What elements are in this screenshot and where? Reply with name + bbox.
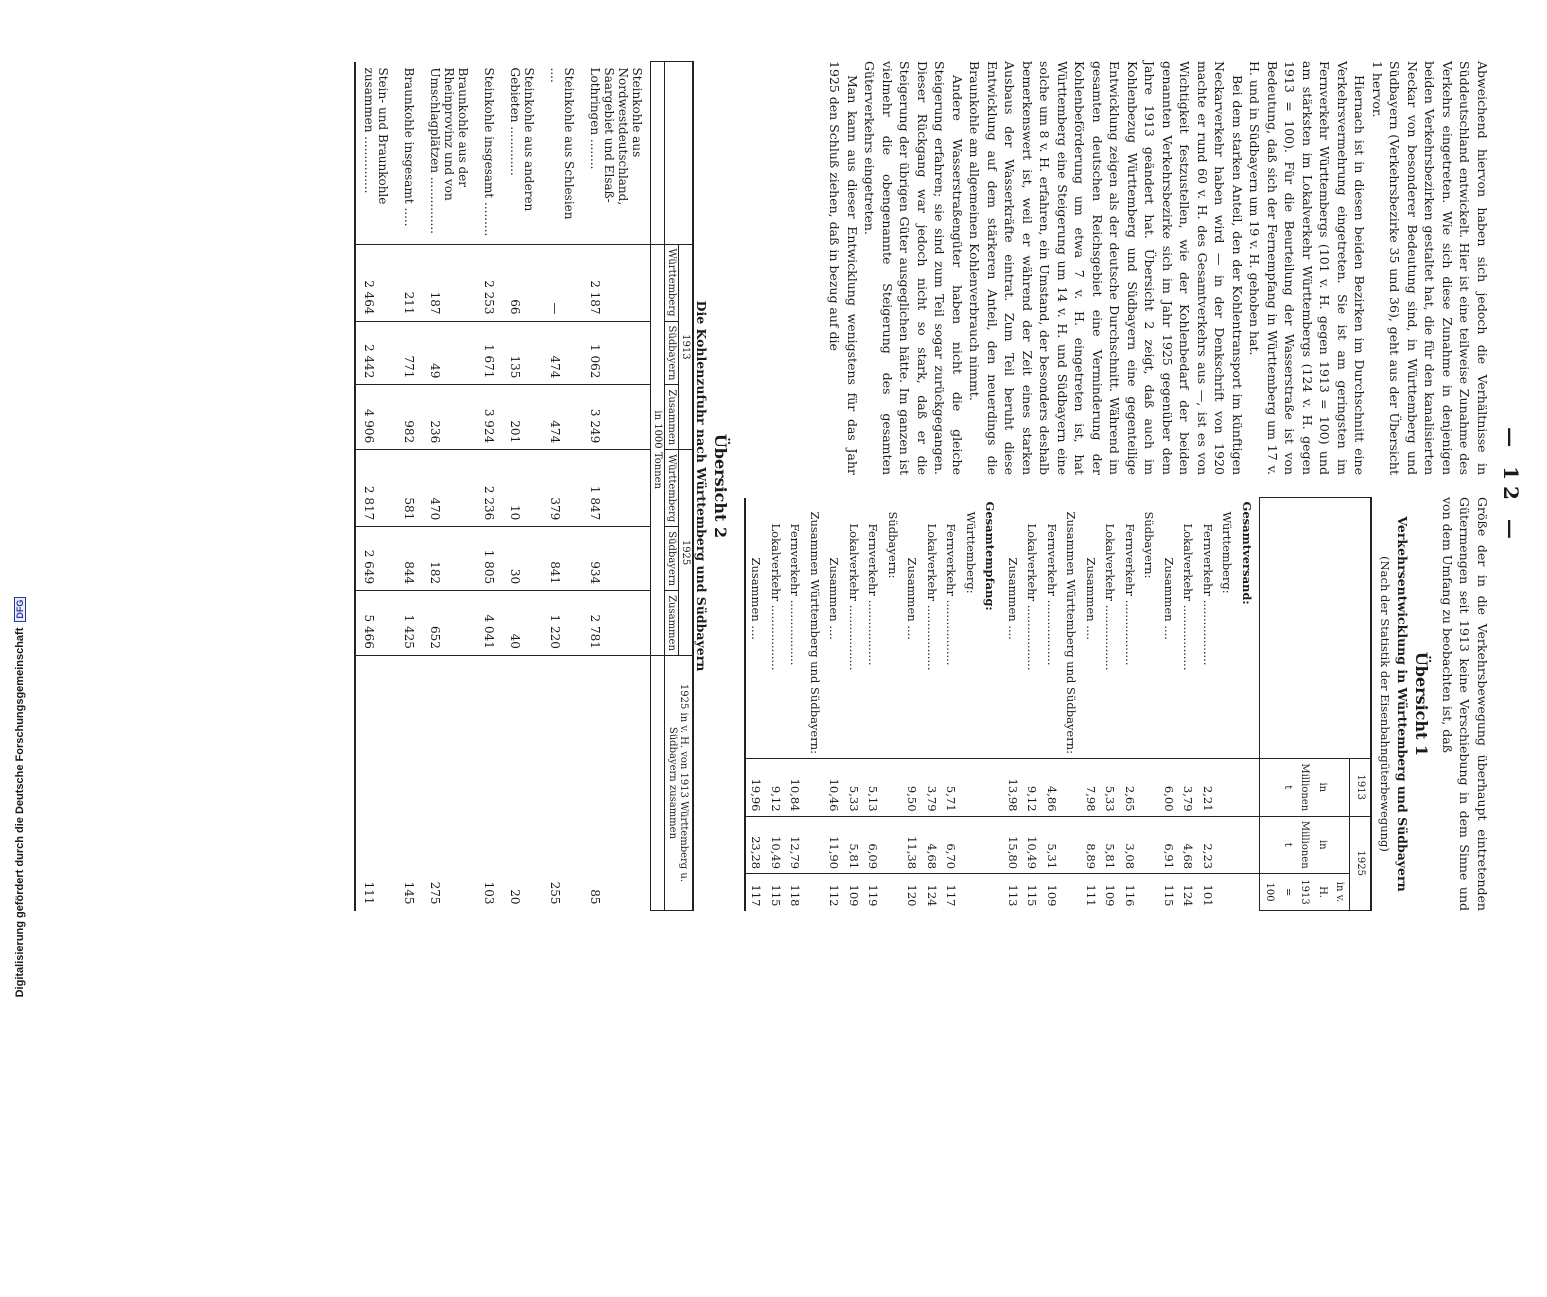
cell-s1925: 934 — [582, 527, 651, 591]
cell-1925: 3,08 — [1120, 816, 1140, 874]
cell-w1913: 2 253 — [476, 244, 502, 321]
cell-s1925: 2 649 — [355, 527, 396, 591]
cell-1925 — [1237, 816, 1260, 874]
right-column — [744, 497, 1491, 911]
cell-1913 — [1237, 759, 1260, 817]
cell-1925: 12,79 — [785, 816, 805, 874]
cell-z1925: 1 425 — [396, 591, 422, 656]
cell-1925: 8,89 — [1081, 816, 1101, 874]
cell-pct — [883, 874, 903, 911]
cell-pct: 145 — [396, 655, 422, 910]
table-row — [1217, 498, 1237, 911]
table-row — [1003, 498, 1023, 911]
table2-header-col: Zusammen — [665, 385, 679, 450]
table-row — [1139, 498, 1159, 911]
cell-1925: 2,23 — [1198, 816, 1218, 874]
cell-z1925: 1 220 — [542, 591, 582, 656]
table-row — [766, 498, 786, 911]
row-label: Stein- und Braunkohle zusammen ............... — [362, 67, 390, 205]
table-row — [1198, 498, 1218, 911]
cell-1913: 10,84 — [785, 759, 805, 817]
cell-1913: 5,33 — [1100, 759, 1120, 817]
row-label: Zusammen Württemberg und Südbayern: — [808, 511, 822, 754]
cell-1925: 5,81 — [1100, 816, 1120, 874]
cell-w1925: 470 — [422, 450, 476, 527]
cell-pct: 20 — [502, 655, 542, 910]
paragraph: Andere Wasserstraßengüter haben nicht die gleiche Steigerung erfahren; sie sind zum Teil sogar zurückgegangen. Dieser Rückgang war jedoch nicht so stark, daß er die Steigerung der übrigen Güter ausgeglichen hätte. Im ganzen ist vielmehr die obengenannte Steigerung des gesamten Güterverkehrs eingetreten. — [862, 61, 965, 475]
table-row — [980, 498, 1003, 911]
table-row — [961, 498, 981, 911]
row-label: Zusammen Württemberg und Südbayern: — [1064, 511, 1079, 754]
cell-pct: 112 — [824, 874, 844, 911]
cell-1925 — [1139, 816, 1159, 874]
cell-z1913: 982 — [396, 385, 422, 450]
table1-header-unit: in Millionen t — [1260, 759, 1351, 817]
cell-pct: 109 — [1100, 874, 1120, 911]
cell-pct: 115 — [1022, 874, 1042, 911]
paragraph: Größe der in die Verkehrsbewegung überhaupt eintretenden Gütermengen seit 1913 keine Verschiebung in dem Sinne und von dem Umfang zu beobachten ist, daß — [1440, 497, 1490, 911]
dfg-logo: DFG — [14, 597, 26, 622]
table2-header-col: Württemberg — [665, 450, 679, 527]
row-label: Fernverkehr .................. — [1045, 523, 1059, 666]
cell-w1925: 10 — [502, 450, 542, 527]
table-row — [785, 498, 805, 911]
cell-z1913: 4 906 — [355, 385, 396, 450]
table-row — [844, 498, 864, 911]
cell-s1925: 844 — [396, 527, 422, 591]
cell-s1913: 1 062 — [582, 321, 651, 385]
cell-1925: 10,49 — [766, 816, 786, 874]
cell-w1913: 187 — [422, 244, 476, 321]
cell-w1925: 1 847 — [582, 450, 651, 527]
cell-pct: 109 — [844, 874, 864, 911]
cell-s1925: 841 — [542, 527, 582, 591]
table-row — [1022, 498, 1042, 911]
cell-s1913: 1 671 — [476, 321, 502, 385]
cell-s1913: 2 442 — [355, 321, 396, 385]
row-label: Zusammen .... — [827, 557, 842, 640]
row-label: Fernverkehr .................. — [866, 523, 881, 666]
table2-header-empty — [665, 62, 694, 245]
cell-w1925: 2 236 — [476, 450, 502, 527]
cell-1913: 4,86 — [1042, 759, 1062, 817]
table-row — [941, 498, 961, 911]
row-label: Zusammen .... — [1006, 557, 1020, 640]
cell-1925: 4,68 — [1178, 816, 1198, 874]
table-row — [1061, 498, 1081, 911]
cell-w1913: — — [542, 244, 582, 321]
table-row — [883, 498, 903, 911]
cell-pct: 103 — [476, 655, 502, 910]
table-row — [1081, 498, 1101, 911]
paragraph: Hiernach ist in diesen beiden Bezirken im Durchschnitt eine Verkehrsvermehrung eingetreten. Sie ist am geringsten im Fernverkehr Württembergs (101 v. H. gegen 1913 = 100) und am stärksten im Lokalverkehr Württembergs (124 v. H. gegen 1913 = 100). Für die Beurteilung der Wasserstraße ist von Bedeutung, daß sich der Fernempfang in Württemberg um 17 v. H. und in Südbayern um 19 v. H. gehoben hat. — [1247, 61, 1368, 475]
row-label: Lokalverkehr .................. — [1181, 523, 1196, 671]
table-row — [922, 498, 942, 911]
table1-header-unit: in Millionen t — [1260, 816, 1351, 874]
cell-pct — [805, 874, 825, 911]
row-label: Zusammen .... — [1162, 557, 1176, 640]
cell-z1925: 652 — [422, 591, 476, 656]
cell-pct: 120 — [902, 874, 922, 911]
table2-section — [354, 61, 730, 911]
cell-1913 — [1061, 759, 1081, 817]
cell-w1925: 581 — [396, 450, 422, 527]
row-label: Gesamtempfang: — [983, 501, 998, 611]
table-row — [582, 62, 651, 911]
cell-1913: 2,21 — [1198, 759, 1218, 817]
table-row — [1159, 498, 1179, 911]
left-column — [744, 61, 1491, 475]
table2-heading: Übersicht 2 — [711, 433, 730, 539]
credit-text: Digitalisierung gefördert durch die Deutsche Forschungsgemeinschaft — [14, 627, 26, 998]
cell-pct: 117 — [745, 874, 766, 911]
cell-1925: 5,81 — [844, 816, 864, 874]
cell-pct: 118 — [785, 874, 805, 911]
row-label: Lokalverkehr .................. — [1025, 523, 1040, 671]
table-row — [902, 498, 922, 911]
cell-w1913: 66 — [502, 244, 542, 321]
table1-header-unit: in v. H. 1913 = 100 — [1260, 874, 1351, 911]
cell-pct: 109 — [1042, 874, 1062, 911]
row-label: Lokalverkehr .................. — [769, 523, 783, 671]
cell-s1925: 1 805 — [476, 527, 502, 591]
cell-pct — [1061, 874, 1081, 911]
cell-s1913: 135 — [502, 321, 542, 385]
cell-1925: 11,38 — [902, 816, 922, 874]
cell-1925 — [961, 816, 981, 874]
cell-pct: 111 — [355, 655, 396, 910]
cell-z1913: 474 — [542, 385, 582, 450]
table-row — [824, 498, 844, 911]
table1-subtitle: (Nach der Statistik der Eisenbahngüterbewegung) — [1378, 556, 1393, 852]
table1-header-1925: 1925 — [1350, 816, 1371, 910]
cell-1925: 11,90 — [824, 816, 844, 874]
cell-s1913: 474 — [542, 321, 582, 385]
cell-z1913: 236 — [422, 385, 476, 450]
row-label: Lokalverkehr .................. — [1103, 523, 1118, 671]
cell-1913 — [1139, 759, 1159, 817]
table2-header-col: Südbayern — [665, 321, 679, 385]
table-row — [1178, 498, 1198, 911]
row-label: Fernverkehr .................. — [944, 523, 959, 666]
table-row — [745, 498, 766, 911]
cell-w1913: 2 464 — [355, 244, 396, 321]
cell-1913: 9,12 — [766, 759, 786, 817]
table2-body — [355, 62, 651, 911]
row-label: Zusammen .... — [905, 557, 920, 640]
cell-1925: 6,91 — [1159, 816, 1179, 874]
table-row — [355, 62, 396, 911]
cell-1913: 6,00 — [1159, 759, 1179, 817]
cell-pct: 101 — [1198, 874, 1218, 911]
cell-1925: 6,09 — [863, 816, 883, 874]
row-label: Fernverkehr .................. — [1123, 523, 1137, 666]
cell-1925 — [1061, 816, 1081, 874]
table1-header-empty — [1260, 498, 1372, 759]
row-label: Braunkohle insgesamt ..... — [402, 67, 416, 227]
row-label: Steinkohle aus Schlesien .... — [548, 67, 576, 220]
table2-header-col: Südbayern — [665, 527, 679, 591]
table-row — [1237, 498, 1260, 911]
cell-s1913: 49 — [422, 321, 476, 385]
cell-pct: 111 — [1081, 874, 1101, 911]
cell-1913 — [1217, 759, 1237, 817]
cell-1913: 19,96 — [745, 759, 766, 817]
table2 — [354, 61, 694, 911]
cell-z1913: 3 249 — [582, 385, 651, 450]
table1-heading: Übersicht 1 — [1412, 651, 1432, 757]
cell-1913 — [980, 759, 1003, 817]
cell-pct — [980, 874, 1003, 911]
cell-pct: 117 — [941, 874, 961, 911]
cell-1913 — [883, 759, 903, 817]
row-label: Württemberg: — [1220, 511, 1235, 594]
row-label: Fernverkehr .................. — [1201, 523, 1215, 666]
paragraph: Abweichend hiervon haben sich jedoch die Verhältnisse in Süddeutschland entwickelt. Hier ist eine teilweise Zunahme des Verkehrs eingetreten. Wie sich diese Zunahme in denjenigen beiden Verkehrsbezirken gestaltet hat, die für den kanalisierten Neckar von besonderer Bedeutung sind, in Württemberg und Südbayern (Verkehrsbezirke 35 und 36), geht aus der Übersicht 1 hervor. — [1370, 61, 1490, 475]
cell-w1925: 2 817 — [355, 450, 396, 527]
table2-header-1913: 1913 — [679, 244, 694, 450]
cell-z1925: 4 041 — [476, 591, 502, 656]
table2-title: Die Kohlenzufuhr nach Württemberg und Südbayern — [694, 300, 709, 672]
cell-z1925: 5 466 — [355, 591, 396, 656]
paragraph: Bei dem starken Anteil, den der Kohlentransport im künftigen Neckarverkehr haben wird — in der Denkschrift von 1920 machte er rund 60 v. H. des Gesamtverkehrs aus —, ist es von Wichtigkeit festzustellen, wie der Kohlenbedarf der beiden genannten Verkehrsbezirke sich im Jahr 1925 gegenüber dem Jahre 1913 geändert hat. Übersicht 2 zeigt, daß auch im Kohlenbezug Württemberg und Südbayern eine gegenteilige Entwicklung zeigen als der deutsche Durchschnitt. Während im gesamten deutschen Reichsgebiet eine Verminderung der Kohlenbeförderung um etwa 7 v. H. eingetreten ist, hat Württemberg eine Steigerung um 14 v. H. und Südbayern eine solche um 8 v. H. erfahren, ein Umstand, der besonders deshalb bemerkenswert ist, weil er während der Zeit eines starken Ausbaus der Wasserkräfte eintrat. Zum Teil beruht diese Entwicklung auf dem stärkeren Anteil, den neuerdings die Braunkohle am allgemeinen Kohlenverbrauch nimmt. — [967, 61, 1245, 475]
cell-1925: 23,28 — [745, 816, 766, 874]
cell-1913 — [805, 759, 825, 817]
table2-header-1925: 1925 — [679, 450, 694, 656]
cell-pct — [1139, 874, 1159, 911]
cell-w1913: 2 187 — [582, 244, 651, 321]
cell-z1925: 40 — [502, 591, 542, 656]
row-label: Braunkohle aus der Rheinprovinz und von Umschlagplätzen ............... — [428, 67, 470, 234]
table2-header-pct: 1925 in v. H. von 1913 Württemberg u. Südbayern zusammen — [665, 655, 694, 910]
cell-1913: 10,46 — [824, 759, 844, 817]
cell-pct: 275 — [422, 655, 476, 910]
table-row — [502, 62, 542, 911]
cell-1913: 5,33 — [844, 759, 864, 817]
cell-1913: 3,79 — [922, 759, 942, 817]
cell-z1925: 2 781 — [582, 591, 651, 656]
table-row — [805, 498, 825, 911]
cell-pct: 113 — [1003, 874, 1023, 911]
cell-1913: 9,50 — [902, 759, 922, 817]
cell-1925 — [1217, 816, 1237, 874]
cell-1925: 10,49 — [1022, 816, 1042, 874]
cell-1925: 5,31 — [1042, 816, 1062, 874]
table1 — [744, 497, 1372, 911]
cell-w1913: 211 — [396, 244, 422, 321]
cell-1913: 5,13 — [863, 759, 883, 817]
paragraph: Man kann aus dieser Entwicklung wenigstens für das Jahr 1925 den Schluß ziehen, daß in bezug auf die — [827, 61, 860, 475]
cell-pct: 124 — [1178, 874, 1198, 911]
row-label: Gesamtversand: — [1240, 501, 1254, 605]
cell-1913 — [961, 759, 981, 817]
cell-1925 — [883, 816, 903, 874]
cell-1925 — [805, 816, 825, 874]
row-label: Zusammen .... — [1084, 557, 1098, 640]
table-row — [1100, 498, 1120, 911]
cell-1913: 2,65 — [1120, 759, 1140, 817]
cell-1925 — [980, 816, 1003, 874]
cell-pct: 116 — [1120, 874, 1140, 911]
table1-title: Verkehrsentwicklung in Württemberg und Südbayern — [1395, 516, 1410, 892]
table-row — [476, 62, 502, 911]
text-columns — [744, 61, 1491, 911]
cell-pct: 119 — [863, 874, 883, 911]
page-number: — 12 — — [1499, 427, 1523, 545]
table1-header-1913: 1913 — [1350, 759, 1371, 817]
cell-s1913: 771 — [396, 321, 422, 385]
cell-s1925: 30 — [502, 527, 542, 591]
cell-pct: 255 — [542, 655, 582, 910]
cell-w1925: 379 — [542, 450, 582, 527]
cell-s1925: 182 — [422, 527, 476, 591]
cell-1913: 3,79 — [1178, 759, 1198, 817]
cell-pct — [1237, 874, 1260, 911]
cell-pct — [1217, 874, 1237, 911]
row-label: Steinkohle aus anderen Gebieten ............. — [508, 67, 536, 212]
cell-1913: 9,12 — [1022, 759, 1042, 817]
cell-z1913: 3 924 — [476, 385, 502, 450]
row-label: Steinkohle insgesamt ......... — [482, 67, 496, 237]
table-row — [1120, 498, 1140, 911]
table1-body — [745, 498, 1260, 911]
row-label: Steinkohle aus Nordwestdeutschland, Saargebiet und Elsaß-Lothringen ........ — [588, 67, 644, 206]
table-row — [542, 62, 582, 911]
cell-pct: 115 — [1159, 874, 1179, 911]
cell-1913: 13,98 — [1003, 759, 1023, 817]
cell-pct: 115 — [766, 874, 786, 911]
table2-header-empty — [651, 655, 665, 910]
cell-pct — [961, 874, 981, 911]
row-label: Südbayern: — [886, 511, 900, 579]
row-label: Südbayern: — [1142, 511, 1157, 579]
row-label: Lokalverkehr .................. — [925, 523, 939, 671]
cell-1925: 4,68 — [922, 816, 942, 874]
table-row — [863, 498, 883, 911]
row-label: Lokalverkehr .................. — [847, 523, 861, 671]
cell-pct: 124 — [922, 874, 942, 911]
scanned-page — [0, 31, 1547, 941]
row-label: Württemberg: — [964, 511, 978, 594]
table2-header-col: Zusammen — [665, 591, 679, 656]
table2-header-empty — [651, 62, 665, 245]
cell-z1913: 201 — [502, 385, 542, 450]
table-row — [422, 62, 476, 911]
table-row — [1042, 498, 1062, 911]
table-row — [396, 62, 422, 911]
cell-1913: 5,71 — [941, 759, 961, 817]
table2-header-col: Württemberg — [665, 244, 679, 321]
row-label: Zusammen .... — [749, 557, 764, 640]
row-label: Fernverkehr .................. — [788, 523, 803, 666]
cell-1925: 15,80 — [1003, 816, 1023, 874]
table2-unit: in 1000 Tonnen — [651, 244, 665, 655]
cell-pct: 85 — [582, 655, 651, 910]
cell-1925: 6,70 — [941, 816, 961, 874]
cell-1913: 7,98 — [1081, 759, 1101, 817]
